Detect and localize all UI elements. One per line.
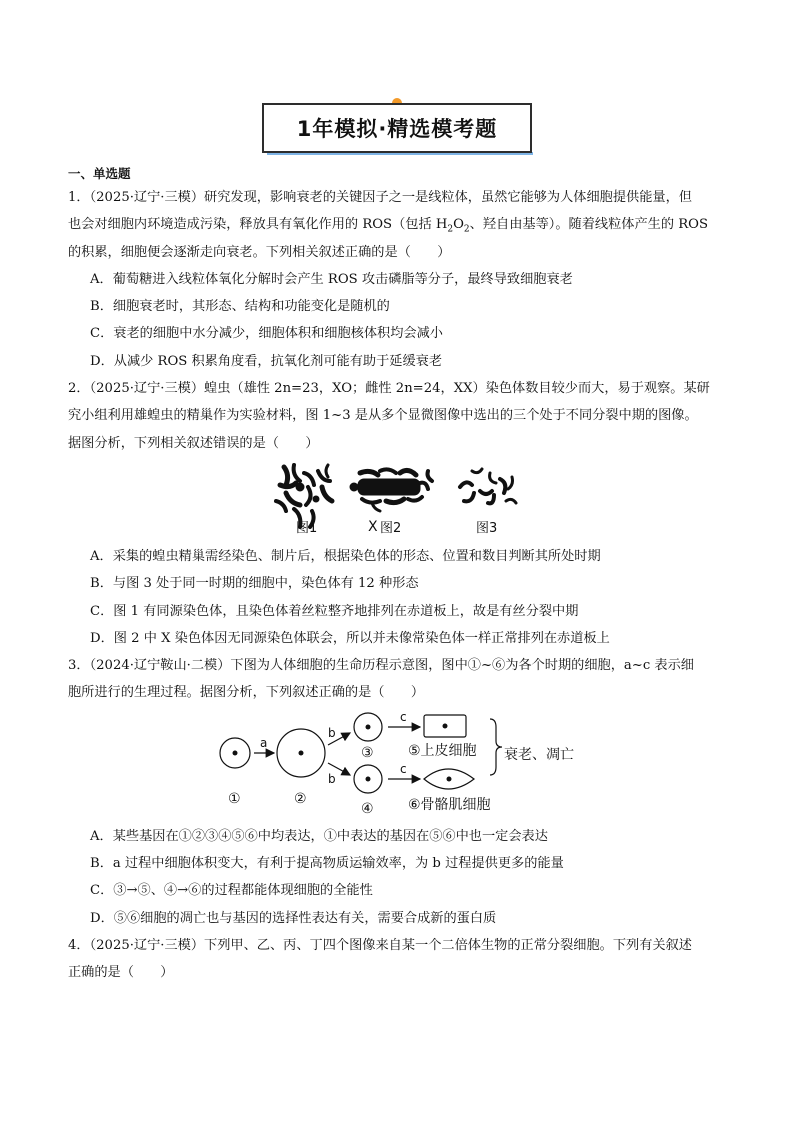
question-2-option-c[interactable]: C．图 1 有同源染色体，且染色体着丝粒整齐地排列在赤道板上，故是有丝分裂中期 [90, 603, 579, 619]
question-1-option-b[interactable]: B．细胞衰老时，其形态、结构和功能变化是随机的 [90, 299, 390, 315]
q1-line2-part-a: 也会对细胞内环境造成污染，释放具有氧化作用的 ROS（包括 H [68, 217, 448, 233]
arrow-label-a: a [260, 735, 268, 750]
question-3-option-c[interactable]: C．③→⑤、④→⑥的过程都能体现细胞的全能性 [90, 883, 373, 899]
question-1-option-a[interactable]: A．葡萄糖进入线粒体氧化分解时会产生 ROS 攻击磷脂等分子，最终导致细胞衰老 [90, 271, 573, 287]
question-2-option-a[interactable]: A．采集的蝗虫精巢需经染色、制片后，根据染色体的形态、位置和数目判断其所处时期 [90, 548, 601, 564]
question-2-stem-line-1: 2．（2025·辽宁·三模）蝗虫（雄性 2n=23，XO；雌性 2n=24，XX）染色体数目较少而大，易于观察。某研 [68, 381, 710, 397]
figure-2-chromosomes [350, 469, 432, 511]
question-3-stem-line-2: 胞所进行的生理过程。据图分析，下列叙述正确的是（ ） [68, 685, 425, 701]
question-1-option-d[interactable]: D．从减少 ROS 积累角度看，抗氧化剂可能有助于延缓衰老 [90, 353, 443, 369]
section-title: 一、单选题 [68, 166, 131, 181]
question-4-stem-line-1: 4．（2025·辽宁·三模）下列甲、乙、丙、丁四个图像来自某一个二倍体生物的正常分裂细胞。下列有关叙述 [68, 937, 692, 953]
caption-figure-2: 图2 [380, 520, 402, 536]
x-chromosome-label: X [368, 518, 378, 535]
q1-subscript-1: 2 [447, 224, 454, 235]
skeletal-muscle-cell-label: ⑥骨骼肌细胞 [408, 796, 491, 813]
question-3 [68, 652, 740, 932]
q1-line2-part-c: 、羟自由基等）。随着线粒体产生的 ROS [469, 217, 709, 233]
arrow-label-b-upper: b [328, 725, 336, 740]
figure-captions [296, 515, 596, 535]
chromosome-figure [68, 457, 740, 543]
question-2-option-d[interactable]: D．图 2 中 X 染色体因无同源染色体联会，所以并未像常染色体一样正常排列在赤道板上 [90, 630, 610, 646]
cell-2-label: ② [294, 790, 307, 807]
q1-subscript-2: 2 [463, 224, 470, 235]
question-4-stem-line-2: 正确的是（ ） [68, 965, 174, 981]
fate-label: 衰老、凋亡 [504, 746, 574, 763]
arrow-label-b-lower: b [328, 771, 336, 786]
q1-line2-part-b: O [453, 217, 464, 233]
question-3-option-d[interactable]: D．⑤⑥细胞的凋亡也与基因的选择性表达有关，需要合成新的蛋白质 [90, 910, 497, 926]
arrow-label-c-upper: c [400, 709, 407, 724]
question-3-stem-line-1: 3．（2024·辽宁鞍山·二模）下图为人体细胞的生命历程示意图，图中①~⑥为各个时期的细胞，a~c 表示细 [68, 658, 694, 674]
caption-figure-3: 图3 [476, 520, 498, 536]
cell-4-label: ④ [361, 800, 374, 817]
cell-diagram-svg [68, 707, 740, 823]
question-4 [68, 932, 740, 987]
question-1-stem-line-1: 1．（2025·辽宁·三模）研究发现，影响衰老的关键因子之一是线粒体，虽然它能够为人体细胞提供能量，但 [68, 190, 692, 205]
question-2-stem-line-3: 据图分析，下列相关叙述错误的是（ ） [68, 435, 319, 451]
caption-figure-1: 图1 [296, 520, 318, 536]
banner [262, 98, 532, 155]
cell-1-label: ① [228, 790, 241, 807]
cell-life-history-diagram [68, 707, 740, 823]
question-2 [68, 375, 740, 652]
question-1-stem-line-3: 的积累，细胞便会逐渐走向衰老。下列相关叙述正确的是（ ） [68, 244, 451, 260]
banner-title: 1年模拟·精选模考题 [262, 103, 532, 153]
epithelial-cell-label: ⑤上皮细胞 [408, 742, 477, 759]
cell-3-label: ③ [361, 744, 374, 761]
question-3-option-a[interactable]: A．某些基因在①②③④⑤⑥中均表达，①中表达的基因在⑤⑥中也一定会表达 [90, 828, 548, 844]
question-3-option-b[interactable]: B．a 过程中细胞体积变大，有利于提高物质运输效率，为 b 过程提供更多的能量 [90, 856, 564, 872]
question-2-stem-line-2: 究小组利用雄蝗虫的精巢作为实验材料，图 1~3 是从多个显微图像中选出的三个处于不同分裂中期的图像。 [68, 408, 698, 424]
question-1-option-c[interactable]: C．衰老的细胞中水分减少，细胞体积和细胞核体积均会减小 [90, 326, 443, 342]
question-1-stem-line-2 [68, 211, 740, 238]
question-2-option-b[interactable]: B．与图 3 处于同一时期的细胞中，染色体有 12 种形态 [90, 576, 419, 592]
question-1 [68, 184, 740, 375]
figure-3-chromosomes [460, 469, 516, 503]
worksheet-body [68, 164, 740, 987]
arrow-label-c-lower: c [400, 761, 407, 776]
